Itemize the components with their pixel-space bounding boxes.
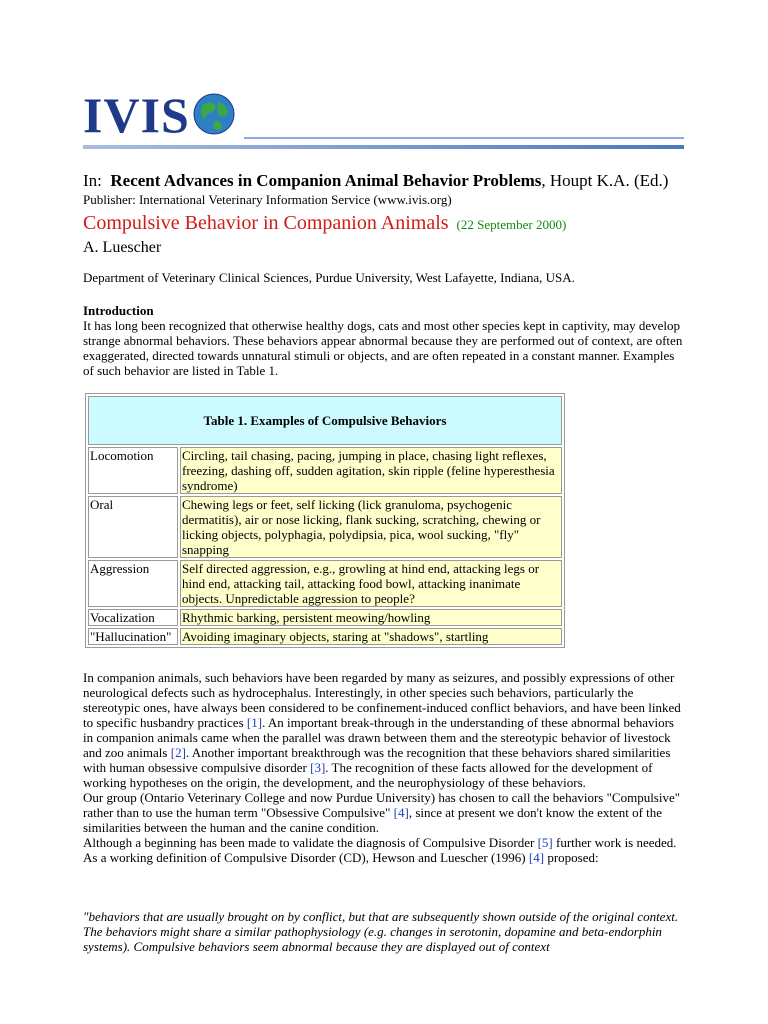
paragraph: Although a beginning has been made to validate the diagnosis of Compulsive Disorder [5] further work is needed. As a working definition of Compulsive Disorder (CD), Hewson and Luescher (1996) [4] proposed: <box>83 835 677 865</box>
examples-cell: Circling, tail chasing, pacing, jumping in place, chasing light reflexes, freezing, dashing off, sudden agitation, skin ripple (feline hyperesthesia syndrome) <box>180 447 562 494</box>
examples-cell: Self directed aggression, e.g., growling at hind end, attacking legs or hind end, attacking tail, attacking food bowl, attacking inanimate objects. Unpredictable aggression to people? <box>180 560 562 607</box>
in-label: In: <box>83 171 102 190</box>
table-row <box>88 560 562 607</box>
section-heading: Introduction <box>83 303 154 318</box>
examples-cell: Rhythmic barking, persistent meowing/howling <box>180 609 562 626</box>
reference-link-3[interactable]: [3] <box>310 760 326 775</box>
category-cell: Locomotion <box>88 447 178 494</box>
table-row <box>88 628 562 645</box>
table-row <box>88 609 562 626</box>
behaviors-table <box>85 393 565 648</box>
article-author: A. Luescher <box>83 239 162 256</box>
reference-link-4[interactable]: [4] <box>393 805 409 820</box>
examples-cell: Chewing legs or feet, self licking (lick granuloma, psychogenic dermatitis), air or nose licking, flank sucking, scratching, chewing or licking objects, polyphagia, polydipsia, pica, wool sucking, "fly" snapping <box>180 496 562 558</box>
article-title-line <box>83 212 566 235</box>
reference-link-1[interactable]: [1] <box>246 715 263 730</box>
globe-icon <box>192 92 236 136</box>
article-title: Compulsive Behavior in Companion Animals <box>83 212 449 234</box>
examples-cell: Avoiding imaginary objects, staring at "shadows", startling <box>180 628 562 645</box>
introduction-section <box>83 303 685 378</box>
logo-subrule <box>244 137 684 139</box>
publisher-line: Publisher: International Veterinary Information Service (www.ivis.org) <box>83 192 452 207</box>
ivis-logo <box>83 87 236 143</box>
category-cell: Oral <box>88 496 178 558</box>
category-cell: Vocalization <box>88 609 178 626</box>
source-line <box>83 171 668 191</box>
table-row <box>88 447 562 494</box>
paragraph: Our group (Ontario Veterinary College and now Purdue University) has chosen to call the behaviors "Compulsive" rather than to use the human term "Obsessive Compulsive" [4], since at present we don't know the extent of the similarities between the human and the canine condition. <box>83 790 681 835</box>
reference-link-2[interactable]: [2] <box>170 745 186 760</box>
category-cell: "Hallucination" <box>88 628 178 645</box>
paragraph: In companion animals, such behaviors have been regarded by many as seizures, and possibly expressions of other neurological defects such as hydrocephalus. Interestingly, in other species such behaviors, particularly the stereotypic ones, have always been considered to be confinement-induced conflict behaviors, and have been linked to specific husbandry practices [1]. An important break-through in the understanding of these abnormal behaviors in companion animals came when the parallel was drawn between them and the stereotypic behavior of livestock and zoo animals [2]. Another important breakthrough was the recognition that these behaviors shared similarities with human obsessive compulsive disorder [3]. The recognition of these facts allowed for the development of working hypotheses on the origin, the development, and the neurophysiology of these behaviors. <box>83 670 681 790</box>
intro-paragraph: It has long been recognized that otherwise healthy dogs, cats and most other species kept in captivity, may develop strange abnormal behaviors. These behaviors appear abnormal because they are performed out of context, are often exaggerated, directed towards unnatural stimuli or objects, and are often repeated in a constant manner. Examples of such behavior are listed in Table 1. <box>83 318 683 378</box>
header-divider <box>83 145 684 149</box>
definition-quote: "behaviors that are usually brought on by conflict, but that are subsequently shown outside of the original context. The behaviors might share a similar pathophysiology (e.g. changes in serotonin, dopamine and beta-endorphin systems). Compulsive behaviors seem abnormal because they are displayed out of context <box>83 909 679 954</box>
article-date: (22 September 2000) <box>456 217 567 232</box>
body-text <box>83 670 685 865</box>
reference-link-5[interactable]: [5] <box>537 835 553 850</box>
table-caption: Table 1. Examples of Compulsive Behaviors <box>88 396 562 445</box>
book-editor: , Houpt K.A. (Ed.) <box>541 171 669 190</box>
reference-link-4b[interactable]: [4] <box>528 850 545 865</box>
author-affiliation: Department of Veterinary Clinical Sciences, Purdue University, West Lafayette, Indiana, USA. <box>83 270 575 285</box>
category-cell: Aggression <box>88 560 178 607</box>
book-title: Recent Advances in Companion Animal Behavior Problems <box>110 171 542 190</box>
table-row <box>88 496 562 558</box>
logo-text: IVIS <box>83 87 190 143</box>
